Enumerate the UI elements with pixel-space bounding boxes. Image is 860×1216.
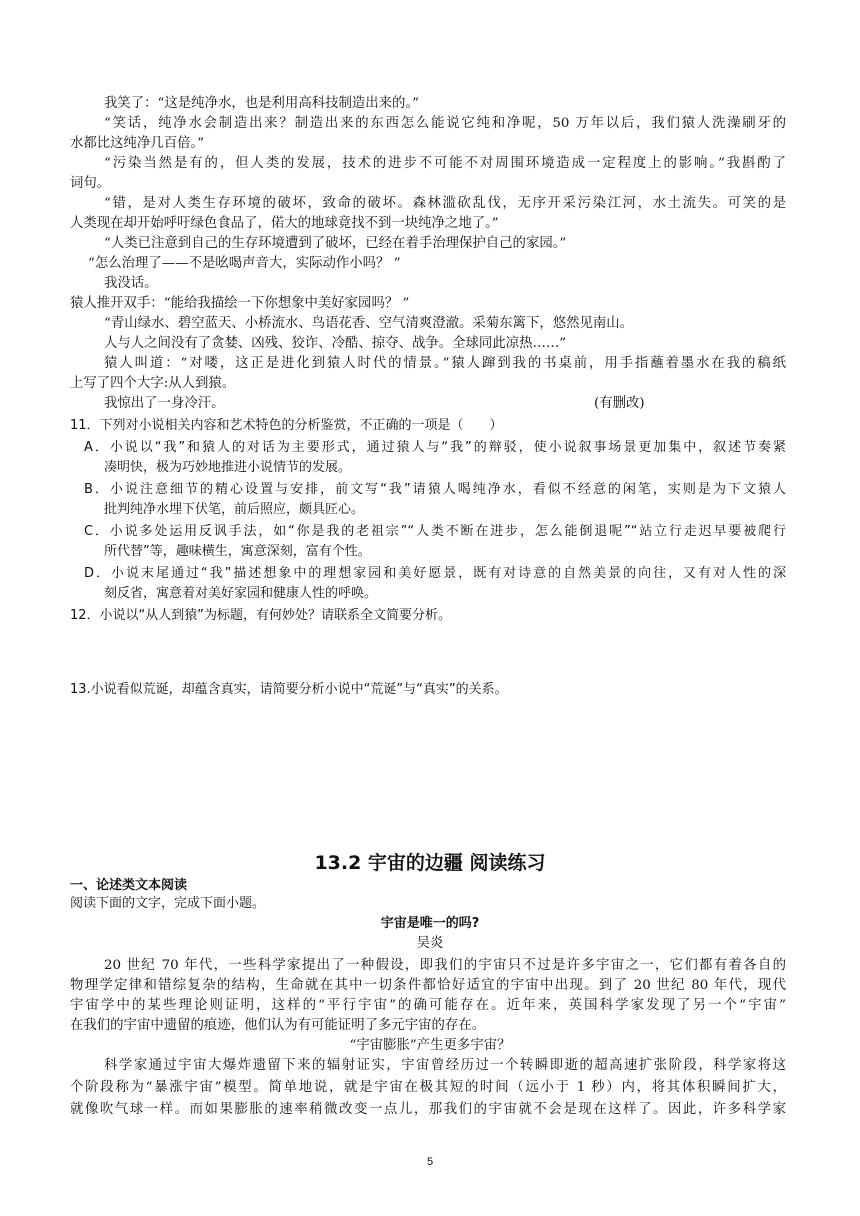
- story-line: 我没话。: [104, 276, 158, 291]
- article-author: 吴炎: [416, 936, 444, 951]
- article-title: 宇宙是唯一的吗?: [380, 916, 480, 931]
- section-heading: 一、论述类文本阅读: [70, 878, 188, 893]
- story-line: 人类现在却开始呼吁绿色食品了，偌大的地球竟找不到一块纯净之地了。”: [70, 216, 499, 231]
- reading-instruction: 阅读下面的文字，完成下面小题。: [70, 896, 266, 911]
- story-line: 我笑了：“这是纯净水，也是利用高科技制造出来的。”: [104, 96, 419, 111]
- page-number: 5: [426, 1156, 434, 1168]
- option-d: D．小说末尾通过“我”描述想象中的理想家园和美好愿景，既有对诗意的自然美景的向往，又有对人性的深: [84, 566, 786, 581]
- story-line: 人与人之间没有了贪婪、凶残、狡诈、冷酷、掠夺、战争。全球同此凉热……”: [104, 336, 567, 351]
- question-12: 12．小说以“从人到猿”为标题，有何妙处？请联系全文简要分析。: [70, 608, 452, 623]
- question-13: 13.小说看似荒诞，却蕴含真实，请简要分析小说中“荒诞”与“真实”的关系。: [70, 682, 508, 697]
- story-line: 上写了四个大字:从人到猿。: [70, 376, 236, 391]
- option-b-cont: 批判纯净水埋下伏笔，前后照应，颇具匠心。: [104, 502, 365, 517]
- paragraph-line: 宇宙学中的某些理论则证明，这样的“平行宇宙”的确可能存在。近年来，英国科学家发现了另一个“宇宙”: [70, 998, 786, 1013]
- story-line: 我惊出了一身冷汗。: [104, 396, 225, 411]
- subheading: “宇宙膨胀”产生更多宇宙？: [349, 1038, 511, 1053]
- paragraph-line: 个阶段称为“暴涨宇宙”模型。简单地说，就是宇宙在极其短的时间（远小于 1 秒）内，将其体积瞬间扩大，: [70, 1080, 786, 1095]
- story-line: “笑话，纯净水会制造出来？制造出来的东西怎么能说它纯和净呢，50 万年以后，我们猿人洗澡刷牙的: [104, 116, 786, 131]
- story-line: 词句。: [70, 176, 111, 191]
- paragraph-line: 在我们的宇宙中遗留的痕迹，他们认为有可能证明了多元宇宙的存在。: [70, 1018, 486, 1033]
- story-line: “错，是对人类生存环境的破坏，致命的破坏。森林滥砍乱伐，无序开采污染江河，水土流失。可笑的是: [104, 196, 786, 211]
- option-a: A．小说以“我”和猿人的对话为主要形式，通过猿人与“我”的辩驳，使小说叙事场景更加集中，叙述节奏紧: [84, 440, 786, 455]
- paragraph-line: 科学家通过宇宙大爆炸遗留下来的辐射证实，宇宙曾经历过一个转瞬即逝的超高速扩张阶段，科学家将这: [104, 1058, 786, 1073]
- option-a-cont: 凑明快，极为巧妙地推进小说情节的发展。: [104, 460, 352, 475]
- story-line: 猿人叫道：“对喽，这正是进化到猿人时代的情景。”猿人蹿到我的书桌前，用手指蘸着墨水在我的稿纸: [104, 356, 786, 371]
- story-line: “青山绿水、碧空蓝天、小桥流水、鸟语花香、空气清爽澄澈。采菊东篱下，悠然见南山。: [104, 316, 634, 331]
- source-note: (有删改): [594, 396, 645, 411]
- paragraph-line: 20 世纪 70 年代，一些科学家提出了一种假设，即我们的宇宙只不过是许多宇宙之一，它们都有着各自的: [104, 958, 786, 973]
- story-line: 猿人推开双手：“能给我描绘一下你想象中美好家园吗？ ”: [70, 296, 410, 311]
- option-c-cont: 所代替”等，趣味横生，寓意深刻，富有个性。: [104, 544, 371, 559]
- question-11-stem: 11．下列对小说相关内容和艺术特色的分析鉴赏，不正确的一项是（ ）: [70, 418, 503, 433]
- paragraph-line: 就像吹气球一样。而如果膨胀的速率稍微改变一点儿，那我们的宇宙就不会是现在这样了。因此，许多科学家: [70, 1102, 786, 1117]
- option-b: B．小说注意细节的精心设置与安排，前文写“我”请猿人喝纯净水，看似不经意的闲笔，实则是为下文猿人: [84, 482, 786, 497]
- story-line: 水都比这纯净几百倍。”: [70, 136, 205, 151]
- story-line: “怎么治理了——不是吆喝声音大，实际动作小吗？ ”: [88, 256, 401, 271]
- story-line: “人类已注意到自己的生存环境遭到了破坏，已经在着手治理保护自己的家园。”: [104, 236, 567, 251]
- option-c: C．小说多处运用反讽手法，如“你是我的老祖宗”“人类不断在进步，怎么能倒退呢”“站立行走迟早要被爬行: [84, 524, 786, 539]
- section-title: 13.2 宇宙的边疆 阅读练习: [314, 852, 546, 874]
- option-d-cont: 刻反省，寓意着对美好家园和健康人性的呼唤。: [104, 586, 378, 601]
- story-line: “污染当然是有的，但人类的发展，技术的进步不可能不对周围环境造成一定程度上的影响。”我斟酌了: [104, 156, 786, 171]
- paragraph-line: 物理学定律和错综复杂的结构，生命就在其中一切条件都恰好适宜的宇宙中出现。到了 20 世纪 80 年代，现代: [70, 978, 786, 993]
